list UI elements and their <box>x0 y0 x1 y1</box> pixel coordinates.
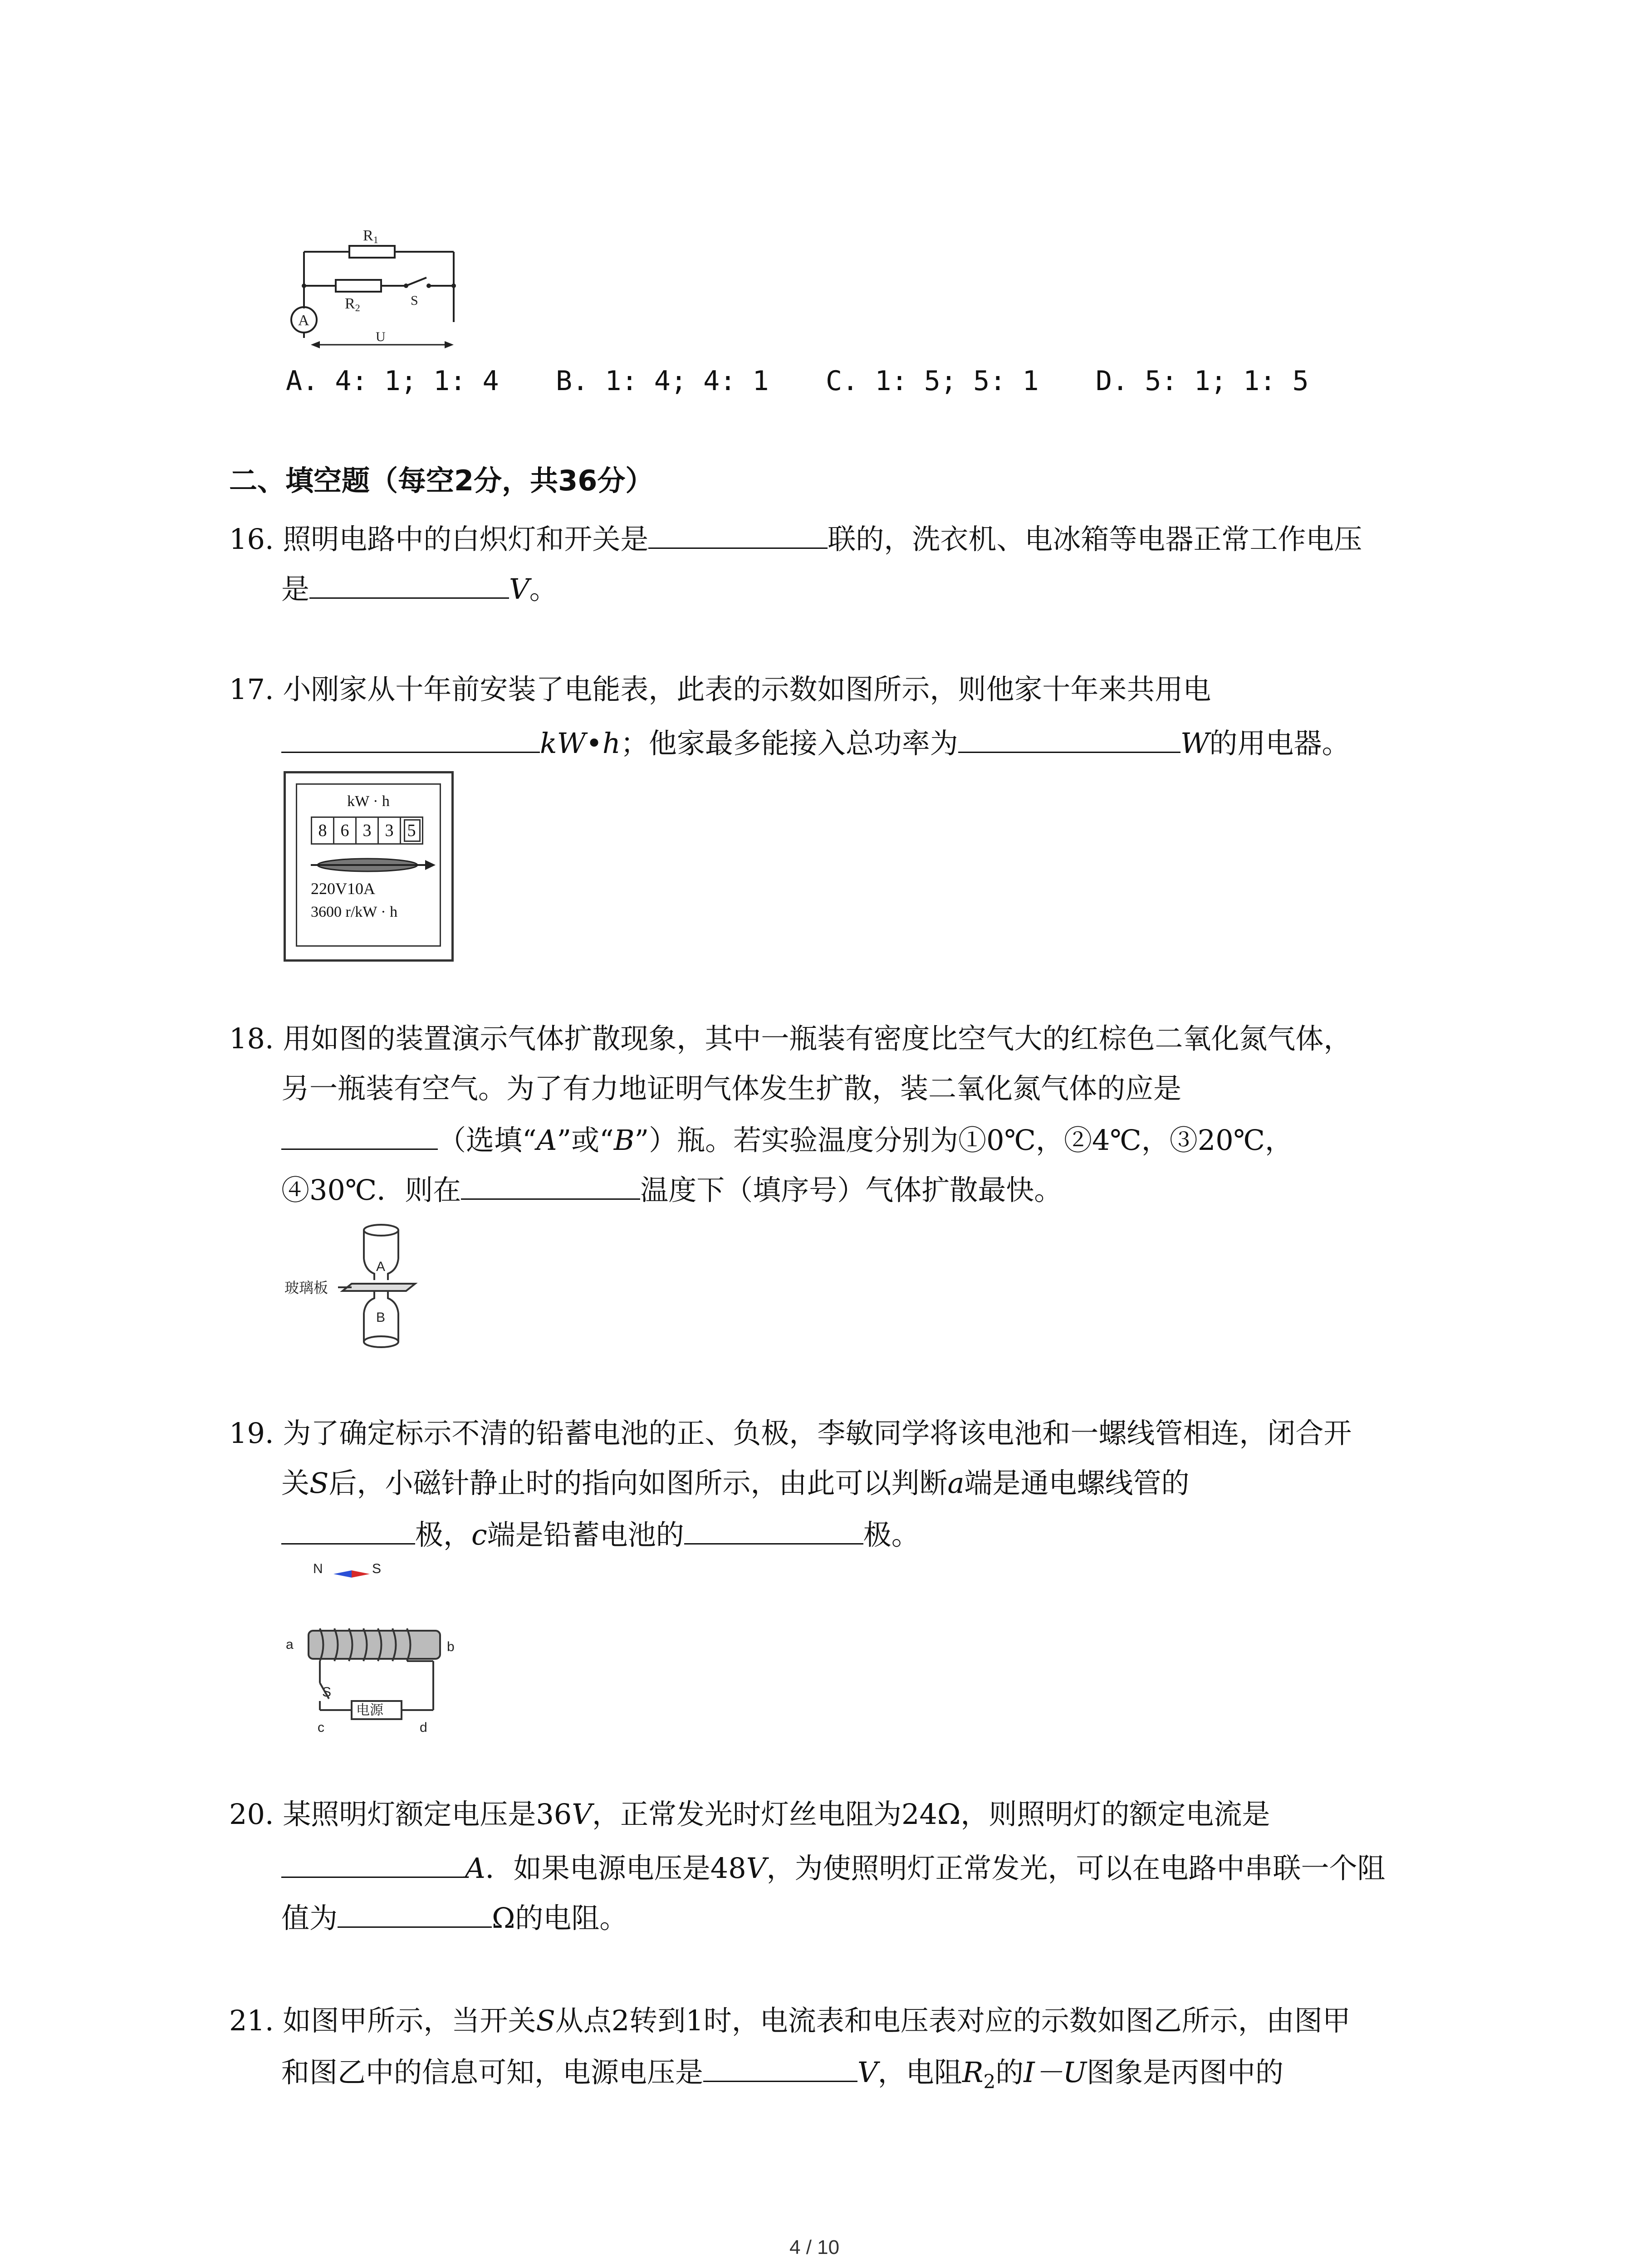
q20-blank-1[interactable] <box>281 1848 465 1878</box>
terminal-c-label: c <box>318 1720 324 1735</box>
meter-disc-arrow-icon <box>306 854 438 876</box>
meter-unit-label: kW · h <box>347 793 390 810</box>
meter-digit: 6 <box>334 816 357 845</box>
meter-rating-label: 220V10A <box>311 880 375 898</box>
svg-text:R2: R2 <box>345 295 360 313</box>
meter-digit-decimal: 5 <box>401 816 423 845</box>
q19-solenoid-figure <box>284 1560 474 1742</box>
q16-line2: 是 V。 <box>281 569 558 607</box>
ammeter-icon: A <box>298 312 309 329</box>
q19-blank-2[interactable] <box>684 1515 863 1545</box>
q20-line3: 值为 Ω的电阻。 <box>281 1898 627 1936</box>
q19-number: 19. <box>229 1417 274 1450</box>
q17-number: 17. <box>229 673 274 706</box>
terminal-d-label: d <box>420 1720 427 1735</box>
q18-blank-1[interactable] <box>281 1120 438 1150</box>
q15-option-b: B. 1: 4; 4: 1 <box>556 365 769 397</box>
q16-number: 16. <box>229 523 274 556</box>
needle-n-label: N <box>313 1561 323 1576</box>
q15-option-c: C. 1: 5; 5: 1 <box>826 365 1039 397</box>
meter-digit: 3 <box>379 816 401 845</box>
needle-s-label: S <box>372 1561 382 1576</box>
meter-digit: 8 <box>311 816 334 845</box>
meter-digit: 3 <box>357 816 379 845</box>
solenoid-end-a-label: a <box>286 1637 294 1652</box>
switch-s-label: S <box>322 1685 332 1700</box>
q16-blank-2[interactable] <box>309 569 509 599</box>
q20-number: 20. <box>229 1798 274 1831</box>
q20-blank-2[interactable] <box>338 1898 492 1928</box>
q18-gas-diffusion-figure <box>284 1220 447 1352</box>
q19-line3: 极，c端是铅蓄电池的 极。 <box>281 1515 920 1553</box>
q19-blank-1[interactable] <box>281 1515 415 1545</box>
section-title: 二、填空题（每空2分，共36分） <box>229 464 654 497</box>
q15-circuit-figure <box>277 218 467 354</box>
q15-voltage-label: U <box>376 329 386 344</box>
solenoid-end-b-label: b <box>447 1639 455 1654</box>
q20-line2: A．如果电源电压是48V，为使照明灯正常发光，可以在电路中串联一个阻 <box>281 1848 1385 1887</box>
q15-r2-label: R <box>345 295 355 312</box>
q15-option-d: D. 5: 1; 1: 5 <box>1096 365 1309 397</box>
glass-plate-label: 玻璃板 <box>284 1280 328 1296</box>
meter-constant-label: 3600 r/kW · h <box>311 904 398 920</box>
q18-line2: 另一瓶装有空气。为了有力地证明气体发生扩散，装二氧化氮气体的应是 <box>281 1072 1182 1105</box>
q19-line2: 关S后，小磁针静止时的指向如图所示，由此可以判断a端是通电螺线管的 <box>281 1466 1190 1500</box>
q17-line1: 17. 小刚家从十年前安装了电能表，此表的示数如图所示，则他家十年来共用电 <box>229 673 1211 706</box>
q18-line3: （选填“A”或“B”）瓶。若实验温度分别为①0℃，②4℃，③20℃， <box>281 1120 1293 1158</box>
q19-line1: 19. 为了确定标示不清的铅蓄电池的正、负极，李敏同学将该电池和一螺线管相连，闭合开 <box>229 1417 1352 1450</box>
q18-blank-2[interactable] <box>461 1170 640 1200</box>
q21-line1: 21. 如图甲所示，当开关S从点2转到1时，电流表和电压表对应的示数如图乙所示，由图甲 <box>229 2004 1351 2037</box>
q18-line4: ④30℃．则在 温度下（填序号）气体扩散最快。 <box>281 1170 1062 1208</box>
q16-line1: 16. 照明电路中的白炽灯和开关是 联的，洗衣机、电冰箱等电器正常工作电压 <box>229 519 1362 557</box>
q15-option-a: A. 4: 1; 1: 4 <box>286 365 499 397</box>
q15-r1-label: R <box>363 227 373 244</box>
power-source-label: 电源 <box>356 1703 383 1718</box>
q20-line1: 20. 某照明灯额定电压是36V，正常发光时灯丝电阻为24Ω，则照明灯的额定电流是 <box>229 1798 1270 1831</box>
q16-blank-1[interactable] <box>648 519 828 549</box>
q21-number: 21. <box>229 2004 274 2037</box>
bottle-b-label: B <box>376 1310 386 1325</box>
q21-blank-1[interactable] <box>703 2053 857 2082</box>
svg-text:R1: R1 <box>363 227 378 245</box>
q18-number: 18. <box>229 1022 274 1055</box>
q18-line1: 18. 用如图的装置演示气体扩散现象，其中一瓶装有密度比空气大的红棕色二氧化氮气体， <box>229 1022 1352 1055</box>
q21-line2: 和图乙中的信息可知，电源电压是 V，电阻$R_2$的I－U图象是丙图中的 <box>281 2053 1283 2100</box>
q17-blank-1[interactable] <box>281 723 540 753</box>
q17-line2: kW•h；他家最多能接入总功率为 W的用电器。 <box>281 723 1350 762</box>
q17-energy-meter-figure <box>284 771 454 962</box>
q15-switch-label: S <box>411 293 418 308</box>
bottle-a-label: A <box>376 1259 386 1274</box>
meter-digits <box>311 816 423 845</box>
q17-blank-2[interactable] <box>958 723 1181 753</box>
page-number: 4 / 10 <box>789 2236 840 2258</box>
